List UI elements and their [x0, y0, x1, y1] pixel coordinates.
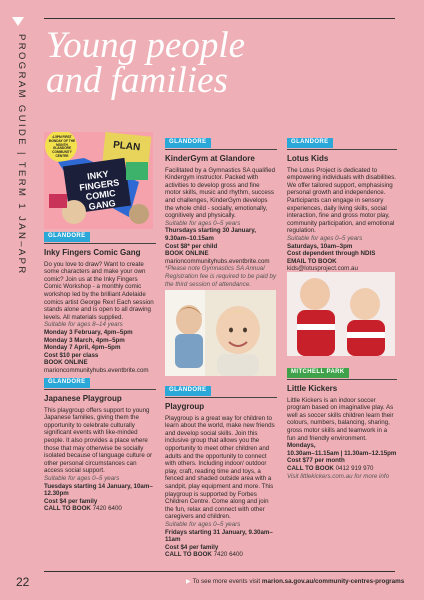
kindergym-book-link[interactable]: marioncommunityhubs.eventbrite.com: [165, 257, 270, 265]
lotus-email-label: EMAIL TO BOOK: [287, 257, 337, 265]
side-label: PROGRAM GUIDE | TERM 1 JAN–APR: [16, 34, 27, 276]
inky-age: Suitable for ages 8–14 years: [44, 321, 123, 329]
kickers-phone[interactable]: 0412 919 970: [335, 464, 374, 472]
playgroup-call: [165, 551, 277, 559]
kickers-location-badge: MITCHELL PARK: [287, 368, 349, 378]
inky-book-link[interactable]: marioncommunityhubs.eventbrite.com: [44, 366, 149, 374]
kickers-call-label: CALL TO BOOK: [287, 464, 334, 472]
footer-arrow-icon: ▶: [186, 579, 191, 585]
kickers-visit[interactable]: Visit littlekickers.com.au for more info: [287, 472, 390, 480]
kickers-rule: [287, 379, 397, 380]
inky-date-1: Monday 3 February, 4pm–5pm: [44, 328, 133, 336]
page-number: 22: [16, 575, 30, 589]
kickers-title: Little Kickers: [287, 383, 338, 393]
lotus-age: Suitable for ages 0–5 years: [287, 234, 363, 242]
playgroup-cost: Cost $4 per family: [165, 543, 219, 551]
kickers-cost: Cost $77 per month: [287, 457, 345, 465]
playgroup-section: [165, 384, 277, 559]
japanese-call-label: CALL TO BOOK: [44, 505, 91, 513]
playgroup-age: Suitable for ages 0–5 years: [165, 520, 241, 528]
playgroup-location-badge: GLANDORE: [165, 386, 211, 396]
lotus-description: The Lotus Project is dedicated to empowering individuals with disabilities. We offer tailored support, emphasising personal growth and independence. Participants can engage in sensory experiences, daily living skills, social interaction, fine and gross motor play, community participation, and emotional regulation.: [287, 166, 397, 235]
kickers-days: Mondays,: [287, 442, 316, 450]
lotus-rule: [287, 149, 397, 150]
lotus-email[interactable]: kids@lotusproject.com.au: [287, 265, 358, 273]
kickers-section: [287, 366, 397, 480]
comic-title-text: INKY FINGERS COMIC GANG: [78, 168, 120, 212]
kindergym-book-label: BOOK ONLINE: [165, 250, 209, 258]
inky-date-3: Monday 7 April, 4pm–5pm: [44, 344, 121, 352]
inky-rule: [44, 243, 156, 244]
top-rule: [44, 18, 395, 19]
soccer-kids-photo-art: [287, 272, 395, 356]
kickers-call: [287, 465, 397, 473]
kickers-description: Little Kickers is an indoor soccer program based on imaginative play. As well as soccer skills children learn their colours, numbers, balancing, sharing, gross motor skills and teamwork in a fun and friendly environment.: [287, 396, 394, 442]
japanese-call: [44, 505, 156, 513]
kindergym-age: Suitable for ages 0–5 years: [165, 219, 241, 227]
japanese-phone[interactable]: 7420 6400: [92, 505, 122, 513]
japanese-section: [44, 376, 156, 513]
kindergym-when: Thursdays starting 30 January, 9.30am–10.15am: [165, 227, 257, 242]
inky-location-badge: GLANDORE: [44, 232, 90, 242]
comic-sign-text: PLAN: [112, 139, 141, 154]
inky-section: [44, 230, 156, 375]
playgroup-when: Fridays starting 31 January, 9.30am–11am: [165, 528, 273, 544]
japanese-rule: [44, 389, 156, 390]
triangle-marker-icon: [12, 17, 24, 26]
footer-prefix: To see more events visit: [192, 578, 262, 585]
japanese-location-badge: GLANDORE: [44, 378, 90, 388]
title-line-1: Young people: [46, 25, 246, 66]
footer-link[interactable]: marion.sa.gov.au/community-centres-programs: [261, 578, 405, 585]
lotus-section: [287, 136, 397, 273]
lotus-cost: Cost dependent through NDIS: [287, 250, 376, 258]
playgroup-call-label: CALL TO BOOK: [165, 551, 212, 559]
comic-burst-text: 4-5PM FIRST MONDAY OF THE MONTH GLANDORE COMMUNITY CENTRE: [48, 135, 76, 158]
kindergym-section: [165, 136, 277, 288]
toddler-photo: [165, 290, 276, 376]
japanese-description: This playgroup offers support to young Japanese families, giving them the opportunity to celebrate culturally significant events with like-minded people. It also provides a place where those that may otherwise be socially isolated because of language culture or other personal circumstances can access social support.: [44, 406, 153, 475]
soccer-kids-photo: [287, 272, 395, 356]
inky-cost: Cost $10 per class: [44, 351, 99, 359]
lotus-location-badge: GLANDORE: [287, 138, 333, 148]
playgroup-rule: [165, 397, 277, 398]
footer-rule: [44, 571, 395, 572]
page-title: [46, 25, 386, 101]
kindergym-cost: Cost $8* per child: [165, 242, 218, 250]
toddler-photo-art: [165, 290, 276, 376]
playgroup-title: Playgroup: [165, 401, 205, 411]
kindergym-rule: [165, 149, 277, 150]
kindergym-description: Facilitated by a Gymnastics SA qualified Kindergym instructor. Packed with activities to develop gross and fine motor skills, music and rhythm, success and challenges, KinderGym develops the whole child - socially, emotionally, cognitively and physically.: [165, 166, 276, 220]
playgroup-description: Playgroup is a great way for children to learn about the world, make new friends and develop social skills. Join this inclusive group that allows you the opportunity to meet other children and adults and the opportunity to connect with others. Including indoor/ outdoor play, craft, reading time and toys, a fenced and shaded outside area with a sandpit, play equipment and more. This playgroup is supported by Forbes Children Centre. Come along and join the fun, relax and connect with other caregivers and children.: [165, 414, 275, 521]
inky-description: Do you love to draw? Want to create some characters and make your own comic? Join us at the Inky Fingers Comic Workshop - a monthly comic workshop led by the brilliant Adelaide comics artist George Rex! Each session stands alone and is open to all drawing levels. All materials supplied.: [44, 260, 154, 321]
lotus-title: Lotus Kids: [287, 153, 329, 163]
inky-book-label: BOOK ONLINE: [44, 359, 88, 367]
kickers-times: 10.30am–11.15am | 11.30am–12.15pm: [287, 449, 397, 457]
japanese-title: Japanese Playgroup: [44, 393, 122, 403]
kindergym-note: *Please note Gymnastics SA Annual Registration fee is required to be paid by the third session of attendance.: [165, 265, 277, 288]
japanese-when: Tuesdays starting 14 January, 10am–12.30pm: [44, 482, 153, 498]
title-line-2: and families: [46, 60, 228, 101]
lotus-when: Saturdays, 10am–3pm: [287, 242, 353, 250]
playgroup-phone[interactable]: 7420 6400: [213, 551, 243, 559]
japanese-cost: Cost $4 per family: [44, 497, 98, 505]
japanese-age: Suitable for ages 0–5 years: [44, 474, 120, 482]
comic-illustration: [44, 132, 153, 229]
footer-note: [186, 578, 404, 585]
inky-date-2: Monday 3 March, 4pm–5pm: [44, 336, 125, 344]
kindergym-title: KinderGym at Glandore: [165, 153, 255, 163]
inky-title: Inky Fingers Comic Gang: [44, 247, 141, 257]
kindergym-location-badge: GLANDORE: [165, 138, 211, 148]
